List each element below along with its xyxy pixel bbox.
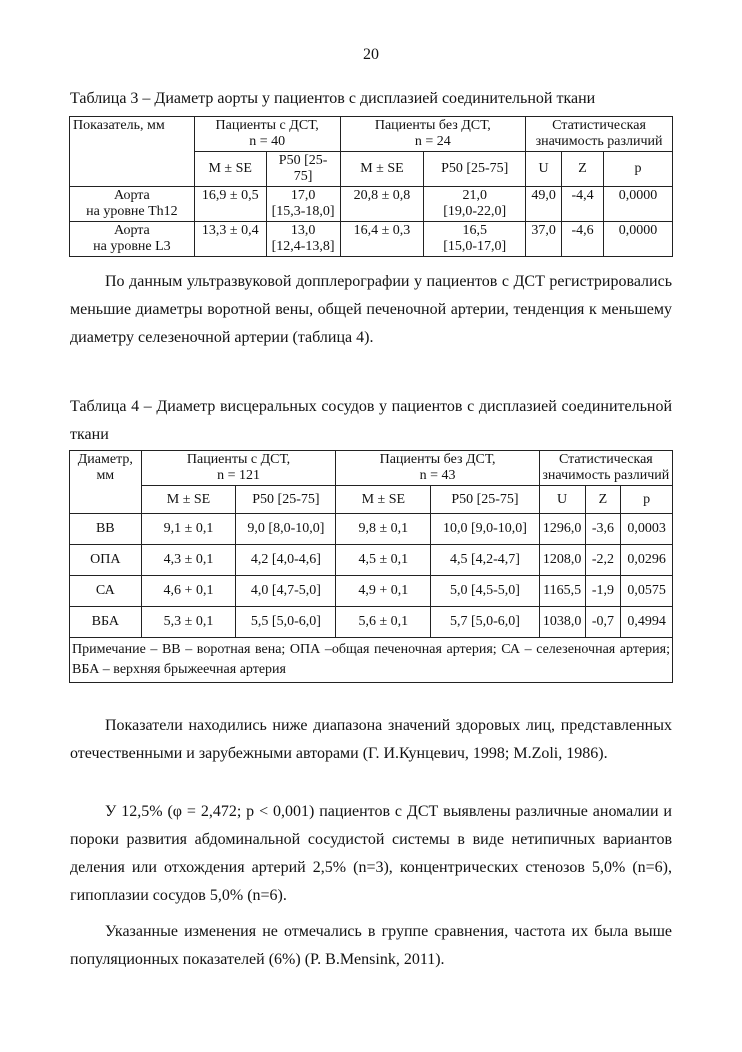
table-cell: -3,6	[585, 514, 621, 545]
table-cell: 0,0000	[604, 187, 673, 222]
table3-subhead: M ± SE	[340, 152, 424, 187]
table4-subhead: M ± SE	[141, 486, 236, 514]
table-cell: 9,1 ± 0,1	[141, 514, 236, 545]
table-cell: 1038,0	[539, 607, 585, 638]
table-cell: 4,2 [4,0-4,6]	[236, 545, 336, 576]
table3-header-row	[70, 117, 673, 152]
table4-stat-header: Статистическая значимость различий	[539, 451, 672, 486]
paragraph-1: По данным ультразвуковой допплерографии у пациентов с ДСТ регистрировались меньшие диаметры воротной вены, общей печеночной артерии, тенденция к меньшему диаметру селезеночной артерии (таблица 4).	[70, 273, 672, 346]
table-cell: 21,0 [19,0-22,0]	[424, 187, 526, 222]
table-cell: 16,5 [15,0-17,0]	[424, 222, 526, 257]
table-cell: 9,8 ± 0,1	[336, 514, 431, 545]
table-cell: 17,0 [15,3-18,0]	[266, 187, 340, 222]
table4	[69, 450, 673, 683]
table-row	[70, 576, 673, 607]
table-cell: -4,6	[562, 222, 604, 257]
table-cell: 37,0	[526, 222, 562, 257]
table-cell: 4,3 ± 0,1	[141, 545, 236, 576]
table3-subhead: U	[526, 152, 562, 187]
table-row	[70, 514, 673, 545]
table4-subhead: Z	[585, 486, 621, 514]
table3-stat-header: Статистическая значимость различий	[526, 117, 673, 152]
table-cell: -0,7	[585, 607, 621, 638]
table-cell: 4,5 [4,2-4,7]	[431, 545, 539, 576]
table-cell: 0,0003	[621, 514, 673, 545]
table4-group2-header: Пациенты без ДСТ, n = 43	[336, 451, 539, 486]
table-cell: 16,4 ± 0,3	[340, 222, 424, 257]
page-number: 20	[363, 46, 379, 63]
table3-subhead: Z	[562, 152, 604, 187]
paragraph-4: Указанные изменения не отмечались в группе сравнения, частота их была выше популяционных показателей (6%) (P. B.Mensink, 2011).	[70, 923, 672, 968]
table3-subhead: P50 [25-75]	[424, 152, 526, 187]
table3-group1-header: Пациенты с ДСТ, n = 40	[194, 117, 340, 152]
table-cell: 5,3 ± 0,1	[141, 607, 236, 638]
table-row	[70, 187, 673, 222]
table-cell: 5,0 [4,5-5,0]	[431, 576, 539, 607]
table-cell: 20,8 ± 0,8	[340, 187, 424, 222]
table-cell: 0,0000	[604, 222, 673, 257]
table-cell: 0,4994	[621, 607, 673, 638]
table4-note: Примечание – ВВ – воротная вена; ОПА –общая печеночная артерия; СА – селезеночная артерия; ВБА – верхняя брыжеечная артерия	[70, 638, 673, 683]
paragraph-2: Показатели находились ниже диапазона значений здоровых лиц, представленных отечественными и зарубежными авторами (Г. И.Кунцевич, 1998; M.Zoli, 1986).	[70, 717, 672, 762]
table4-note-row	[70, 638, 673, 683]
table-row	[70, 545, 673, 576]
table4-subhead: P50 [25-75]	[431, 486, 539, 514]
table3-group2-header: Пациенты без ДСТ, n = 24	[340, 117, 526, 152]
table4-indicator-header: Диаметр, мм	[70, 451, 142, 514]
table-cell: -1,9	[585, 576, 621, 607]
row-label: Аорта на уровне L3	[70, 222, 195, 257]
table4-caption: Таблица 4 – Диаметр висцеральных сосудов у пациентов с дисплазией соединительной ткани	[70, 398, 672, 443]
table4-subhead: p	[621, 486, 673, 514]
table-cell: 4,9 + 0,1	[336, 576, 431, 607]
table4-subhead: M ± SE	[336, 486, 431, 514]
row-label: СА	[70, 576, 142, 607]
table-cell: 1296,0	[539, 514, 585, 545]
table-cell: 5,5 [5,0-6,0]	[236, 607, 336, 638]
table-cell: 4,0 [4,7-5,0]	[236, 576, 336, 607]
table3-subhead: p	[604, 152, 673, 187]
table-cell: 0,0575	[621, 576, 673, 607]
table-cell: 5,7 [5,0-6,0]	[431, 607, 539, 638]
table-cell: 4,6 + 0,1	[141, 576, 236, 607]
row-label: ВВ	[70, 514, 142, 545]
table-cell: 13,3 ± 0,4	[194, 222, 266, 257]
row-label: Аорта на уровне Th12	[70, 187, 195, 222]
table-cell: 10,0 [9,0-10,0]	[431, 514, 539, 545]
table-cell: 1208,0	[539, 545, 585, 576]
table4-group1-header: Пациенты с ДСТ, n = 121	[141, 451, 336, 486]
table-cell: 4,5 ± 0,1	[336, 545, 431, 576]
table-cell: 9,0 [8,0-10,0]	[236, 514, 336, 545]
table3	[69, 116, 673, 257]
table3-indicator-header: Показатель, мм	[70, 117, 195, 187]
row-label: ВБА	[70, 607, 142, 638]
table-cell: 0,0296	[621, 545, 673, 576]
table-row	[70, 607, 673, 638]
table-cell: -2,2	[585, 545, 621, 576]
table3-caption: Таблица 3 – Диаметр аорты у пациентов с дисплазией соединительной ткани	[70, 90, 596, 107]
table-row	[70, 222, 673, 257]
table3-subhead: P50 [25-75]	[266, 152, 340, 187]
table-cell: 1165,5	[539, 576, 585, 607]
row-label: ОПА	[70, 545, 142, 576]
table4-subhead: U	[539, 486, 585, 514]
table-cell: -4,4	[562, 187, 604, 222]
table-cell: 49,0	[526, 187, 562, 222]
table-cell: 16,9 ± 0,5	[194, 187, 266, 222]
table4-subhead: P50 [25-75]	[236, 486, 336, 514]
table3-subhead: M ± SE	[194, 152, 266, 187]
table4-subheader-row	[70, 486, 673, 514]
paragraph-3: У 12,5% (φ = 2,472; p < 0,001) пациентов с ДСТ выявлены различные аномалии и пороки развития абдоминальной сосудистой системы в виде нетипичных вариантов деления или отхождения артерий 2,5% (n=3), концентрических стенозов 5,0% (n=6), гипоплазии сосудов 5,0% (n=6).	[70, 803, 672, 904]
table-cell: 13,0 [12,4-13,8]	[266, 222, 340, 257]
table4-header-row	[70, 451, 673, 486]
table-cell: 5,6 ± 0,1	[336, 607, 431, 638]
